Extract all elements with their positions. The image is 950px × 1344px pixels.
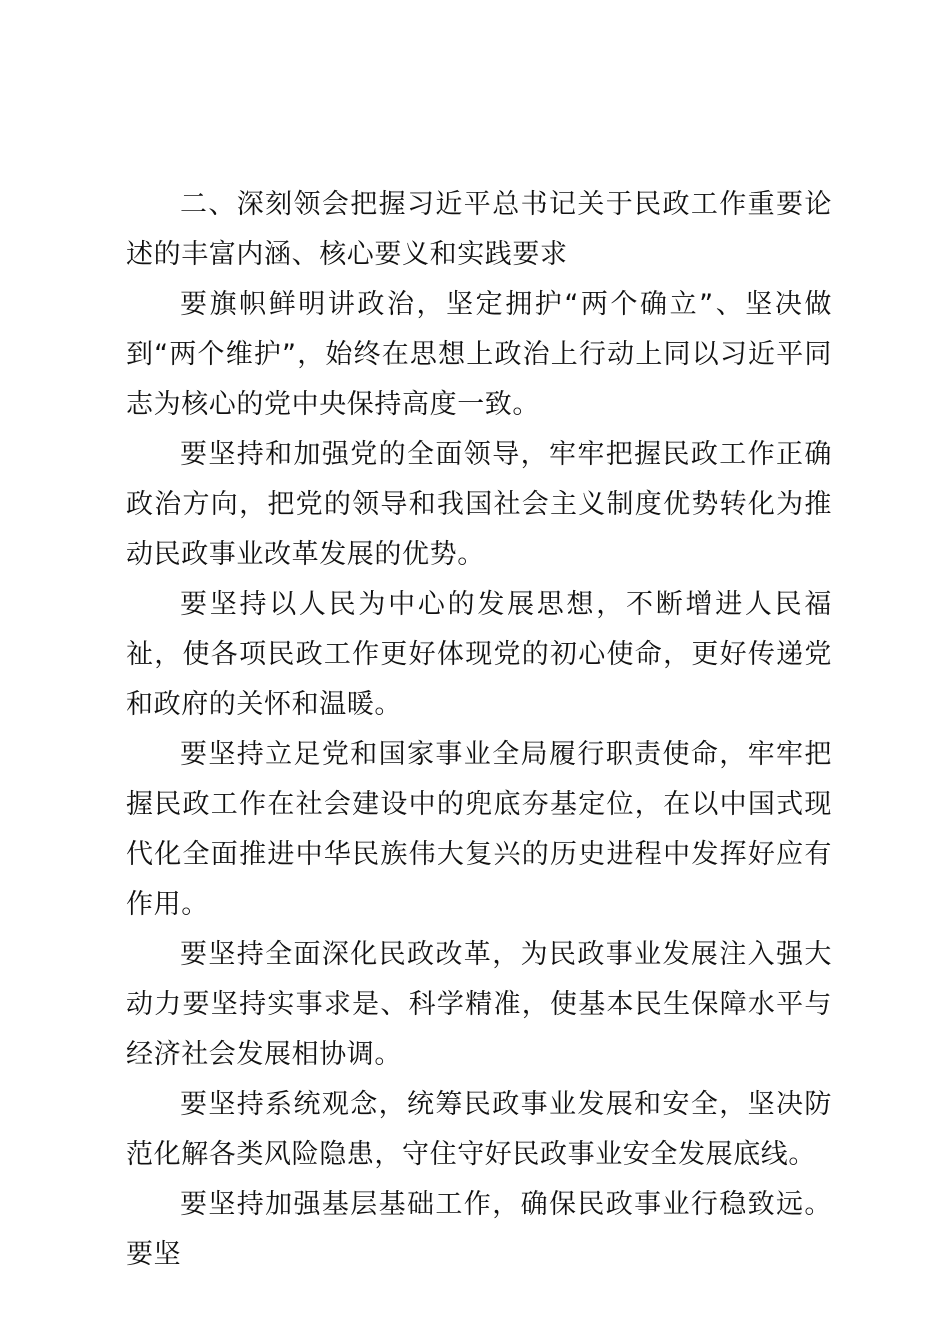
document-body: [126, 180, 832, 1280]
section-heading: 二、深刻领会把握习近平总书记关于民政工作重要论述的丰富内涵、核心要义和实践要求: [126, 189, 832, 270]
paragraph: 要坚持和加强党的全面领导，牢牢把握民政工作正确政治方向，把党的领导和我国社会主义制度优势转化为推动民政事业改革发展的优势。: [126, 439, 832, 570]
paragraph: 要坚持全面深化民政改革，为民政事业发展注入强大动力要坚持实事求是、科学精准，使基本民生保障水平与经济社会发展相协调。: [126, 939, 832, 1070]
paragraph: 要坚持以人民为中心的发展思想，不断增进人民福祉，使各项民政工作更好体现党的初心使命，更好传递党和政府的关怀和温暖。: [126, 589, 832, 720]
paragraph: 要旗帜鲜明讲政治，坚定拥护“两个确立”、坚决做到“两个维护”，始终在思想上政治上行动上同以习近平同志为核心的党中央保持高度一致。: [126, 289, 832, 420]
paragraph: 要坚持系统观念，统筹民政事业发展和安全，坚决防范化解各类风险隐患，守住守好民政事业安全发展底线。: [126, 1089, 832, 1170]
paragraph: 要坚持加强基层基础工作，确保民政事业行稳致远。要坚: [126, 1189, 832, 1270]
paragraph: 要坚持立足党和国家事业全局履行职责使命，牢牢把握民政工作在社会建设中的兜底夯基定位，在以中国式现代化全面推进中华民族伟大复兴的历史进程中发挥好应有作用。: [126, 739, 832, 920]
